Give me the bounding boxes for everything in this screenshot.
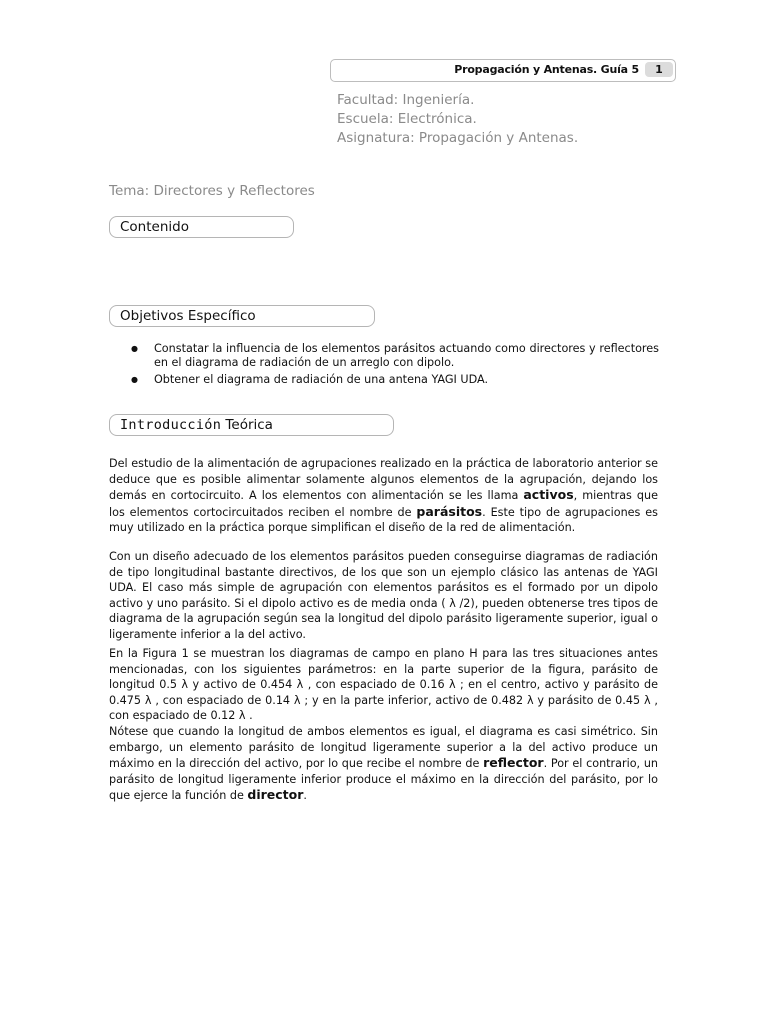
list-item: ● Constatar la influencia de los elementos parásitos actuando como directores y reflectores en el diagrama de radiación de un arreglo con dipolo. <box>109 342 659 370</box>
page-header <box>330 59 676 82</box>
section-contenido: Contenido <box>109 216 294 238</box>
p1-text-d: . Este tipo de agrupaciones es muy utilizado en la práctica porque simplifican el diseño de la red de alimentación. <box>109 505 658 534</box>
topic-line: Tema: Directores y Reflectores <box>109 183 315 199</box>
subject-line: Asignatura: Propagación y Antenas. <box>337 130 579 146</box>
section-introduccion-mono: Introducción <box>120 417 222 433</box>
page-number-badge: 1 <box>645 62 673 77</box>
term-reflector: reflector <box>483 755 544 770</box>
objectives-list <box>109 342 659 390</box>
p4-text-c: . Por el contrario, un parásito de longitud ligeramente inferior produce el máximo en la dirección del parásito, por lo que ejerce la función de <box>109 757 659 802</box>
section-introduccion <box>109 414 394 436</box>
term-director: director <box>247 787 304 802</box>
intro-paragraph-1 <box>109 456 658 536</box>
section-objetivos: Objetivos Específico <box>109 305 375 327</box>
term-parasitos: parásitos <box>416 503 483 519</box>
p4-text-d: . <box>303 789 307 802</box>
list-item: ● Obtener el diagrama de radiación de una antena YAGI UDA. <box>109 373 659 387</box>
term-activos: activos <box>523 487 574 502</box>
p1-text-c: , mientras que los elementos cortocircuitados reciben el nombre de <box>109 489 658 519</box>
p4-text-a: Nótese que cuando la longitud de ambos elementos es igual, el diagrama es casi simétrico. Sin embargo, un elemento parásito de longitud ligeramente superior a la del activo produce un máximo en la dirección del activo, por lo que recibe el nombre de <box>109 725 658 770</box>
intro-paragraph-4 <box>109 724 658 804</box>
section-introduccion-rest: Teórica <box>221 417 273 433</box>
intro-paragraph-2: Con un diseño adecuado de los elementos parásitos pueden conseguirse diagramas de radiación de tipo longitudinal bastante directivos, de los que son un ejemplo clásico las antenas de YAGI UDA. El caso más simple de agrupación con elementos parásitos es el formado por un dipolo activo y uno parásito. Si el dipolo activo es de media onda ( λ /2), pueden obtenerse tres tipos de diagrama de la agrupación según sea la longitud del dipolo parásito ligeramente superior, igual o ligeramente inferior a la del activo. <box>109 550 658 641</box>
faculty-line: Facultad: Ingeniería. <box>337 92 475 108</box>
intro-paragraph-3: En la Figura 1 se muestran los diagramas de campo en plano H para las tres situaciones antes mencionadas, con los siguientes parámetros: en la parte superior de la figura, parásito de longitud 0.5 λ y activo de 0.454 λ , con espaciado de 0.16 λ ; en el centro, activo y parásito de 0.475 λ , con espaciado de 0.14 λ ; y en la parte inferior, activo de 0.482 λ y parásito de 0.45 λ , con espaciado de 0.12 λ . <box>109 647 658 722</box>
p1-text-a: Del estudio de la alimentación de agrupaciones realizado en la práctica de laboratorio anterior se deduce que es posible alimentar solamente algunos elementos de la agrupación, dejando los demás en cortocircuito. A los elementos con alimentación se les llama <box>109 457 658 502</box>
header-title: Propagación y Antenas. Guía 5 <box>454 63 639 76</box>
school-line: Escuela: Electrónica. <box>337 111 477 127</box>
